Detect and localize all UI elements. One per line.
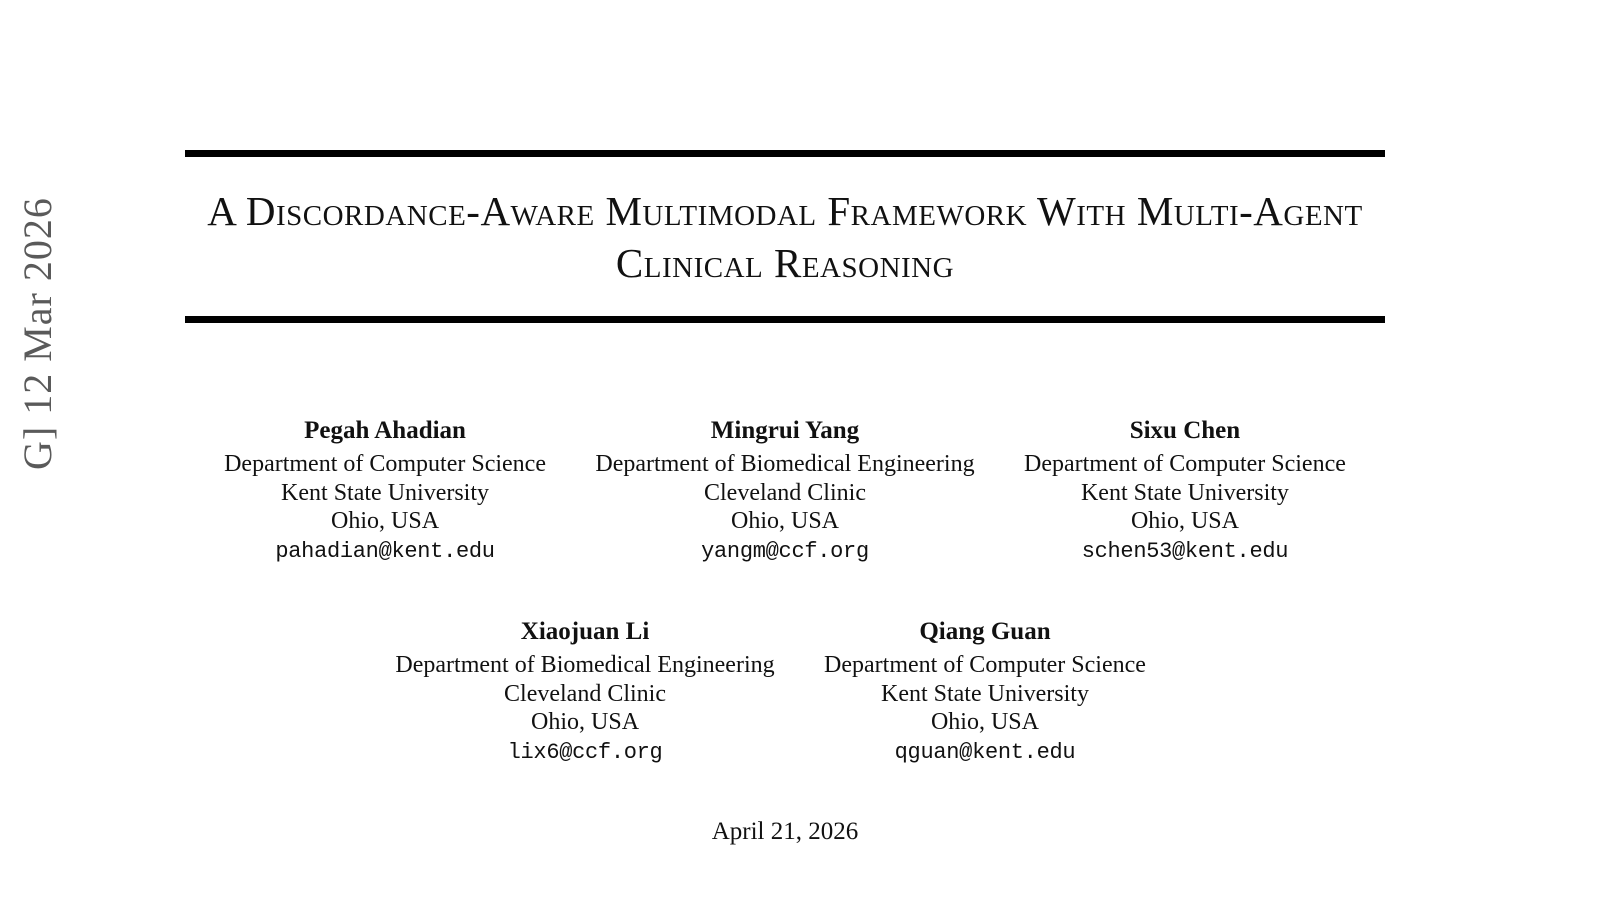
author-institution: Kent State University <box>281 479 490 506</box>
paper-date: April 21, 2026 <box>711 818 859 845</box>
author-email[interactable]: lix6@ccf.org <box>507 740 663 766</box>
author-department: Department of Computer Science <box>824 652 1146 679</box>
title-rule-bottom <box>185 316 1385 323</box>
author-department: Department of Biomedical Engineering <box>395 652 775 679</box>
author-location: Ohio, USA <box>331 507 440 534</box>
author-block <box>185 415 585 568</box>
author-location: Ohio, USA <box>1130 507 1239 534</box>
author-institution: Cleveland Clinic <box>704 479 866 506</box>
author-name: Sixu Chen <box>1129 417 1241 444</box>
title-block <box>185 150 1385 323</box>
author-block <box>585 415 985 568</box>
author-institution: Cleveland Clinic <box>504 680 666 707</box>
author-name: Qiang Guan <box>919 618 1051 646</box>
author-row <box>185 415 1385 568</box>
author-location: Ohio, USA <box>531 709 640 736</box>
author-block <box>785 616 1185 769</box>
author-email[interactable]: yangm@ccf.org <box>701 539 869 565</box>
author-department: Department of Computer Science <box>1024 451 1346 478</box>
author-institution: Kent State University <box>880 680 1089 707</box>
author-email[interactable]: schen53@kent.edu <box>1081 539 1289 565</box>
author-email[interactable]: qguan@kent.edu <box>894 740 1076 766</box>
author-block <box>985 415 1385 568</box>
author-department: Department of Biomedical Engineering <box>595 451 975 478</box>
author-location: Ohio, USA <box>930 709 1039 736</box>
author-block <box>385 616 785 769</box>
arxiv-vertical-stamp: G] 12 Mar 2026 <box>15 197 60 470</box>
author-email[interactable]: pahadian@kent.edu <box>275 539 495 565</box>
author-institution: Kent State University <box>1080 479 1289 506</box>
author-name: Mingrui Yang <box>710 417 860 444</box>
author-row <box>185 616 1385 769</box>
title-rule-top <box>185 150 1385 157</box>
authors-area <box>185 415 1385 769</box>
author-name: Xiaojuan Li <box>520 618 650 646</box>
author-location: Ohio, USA <box>730 507 839 534</box>
author-department: Department of Computer Science <box>224 451 546 478</box>
page-title: A Discordance-Aware Multimodal Framework With Multi-Agent Clinical Reasoning <box>207 188 1363 287</box>
author-name: Pegah Ahadian <box>304 417 466 444</box>
